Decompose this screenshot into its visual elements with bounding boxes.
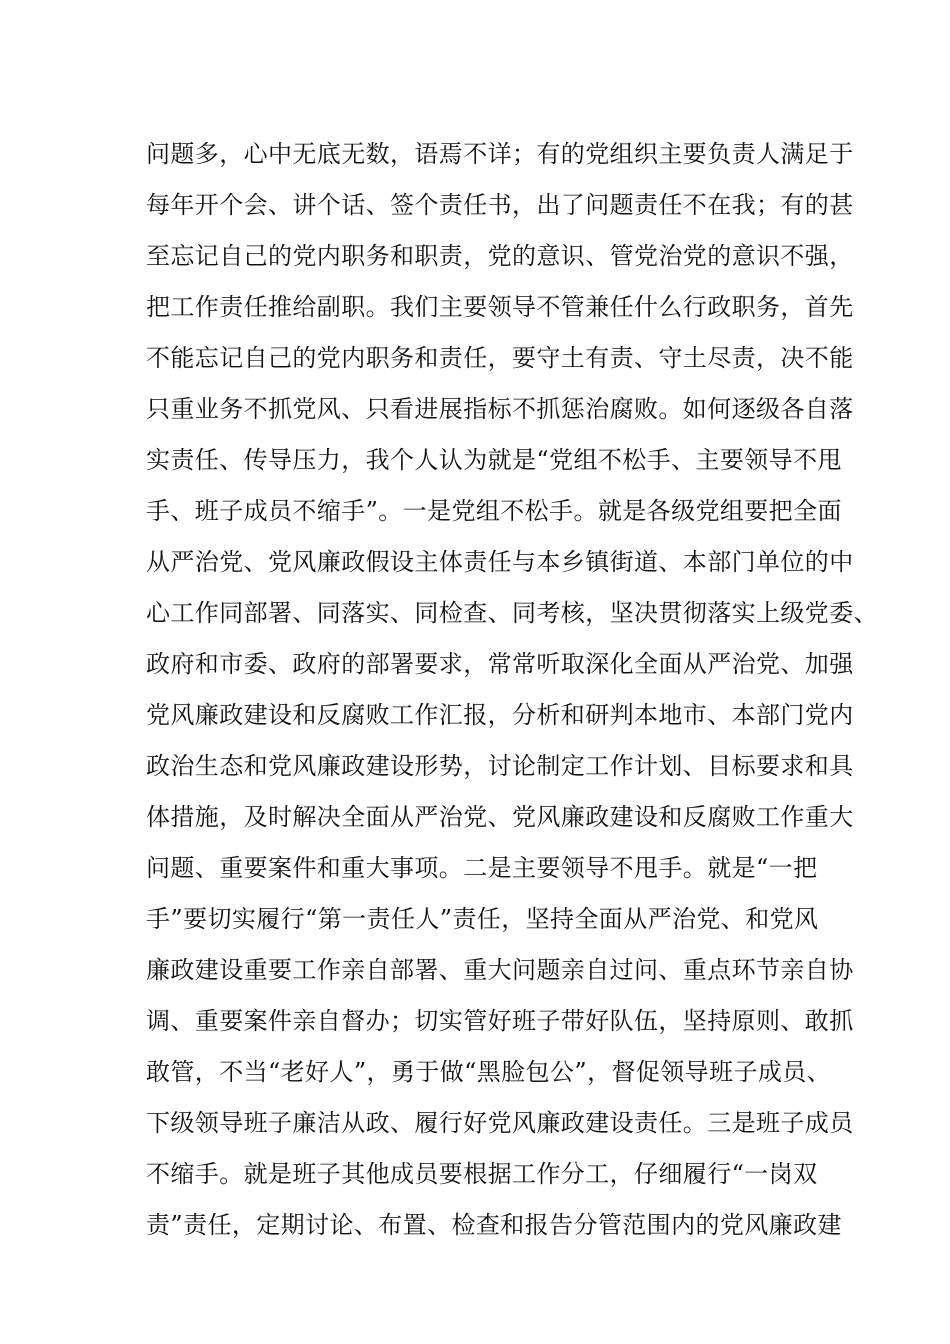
text-line: 心工作同部署、同落实、同检查、同考核，坚决贯彻落实上级党委、 [146,599,878,627]
text-line: 只重业务不抓党风、只看进展指标不抓惩治腐败。如何逐级各自落 [146,395,854,423]
text-line: 廉政建设重要工作亲自部署、重大问题亲自过问、重点环节亲自协 [146,956,854,984]
text-line: 敢管，不当“老好人”，勇于做“黑脸包公”，督促领导班子成员、 [146,1058,832,1086]
text-line: 问题多，心中无底无数，语焉不详；有的党组织主要负责人满足于 [146,140,854,168]
text-line: 政府和市委、政府的部署要求，常常听取深化全面从严治党、加强 [146,650,854,678]
text-line: 体措施，及时解决全面从严治党、党风廉政建设和反腐败工作重大 [146,803,854,831]
text-line: 至忘记自己的党内职务和职责，党的意识、管党治党的意识不强， [146,242,854,270]
text-line: 不缩手。就是班子其他成员要根据工作分工，仔细履行“一岗双 [146,1160,818,1188]
text-line: 不能忘记自己的党内职务和责任，要守土有责、守土尽责，决不能 [146,344,854,372]
text-line: 把工作责任推给副职。我们主要领导不管兼任什么行政职务，首先 [146,293,854,321]
text-line: 政治生态和党风廉政建设形势，讨论制定工作计划、目标要求和具 [146,752,854,780]
text-line: 下级领导班子廉洁从政、履行好党风廉政建设责任。三是班子成员 [146,1109,854,1137]
text-line: 问题、重要案件和重大事项。二是主要领导不甩手。就是“一把 [146,854,818,882]
text-line: 实责任、传导压力，我个人认为就是“党组不松手、主要领导不甩 [146,446,842,474]
text-line: 手”要切实履行“第一责任人”责任，坚持全面从严治党、和党风 [146,905,819,933]
text-line: 党风廉政建设和反腐败工作汇报，分析和研判本地市、本部门党内 [146,701,854,729]
text-line: 从严治党、党风廉政假设主体责任与本乡镇街道、本部门单位的中 [146,548,854,576]
body-text [146,133,878,1255]
text-line: 调、重要案件亲自督办；切实管好班子带好队伍，坚持原则、敢抓 [146,1007,854,1035]
text-line: 责”责任，定期讨论、布置、检查和报告分管范围内的党风廉政建 [146,1211,842,1239]
text-line: 每年开个会、讲个话、签个责任书，出了问题责任不在我；有的甚 [146,191,854,219]
text-line: 手、班子成员不缩手”。一是党组不松手。就是各级党组要把全面 [146,497,842,525]
